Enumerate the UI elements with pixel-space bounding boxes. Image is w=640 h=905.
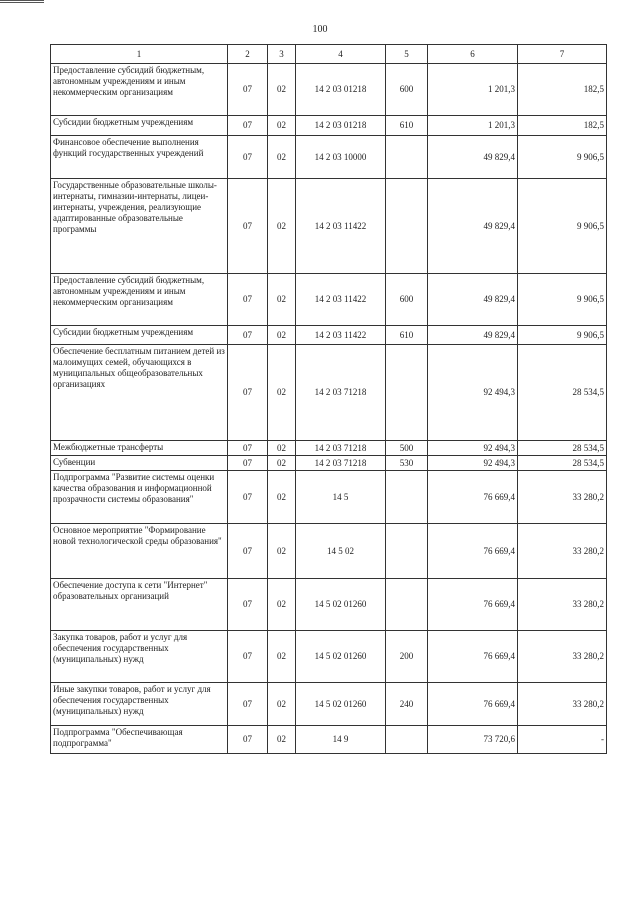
table-row	[51, 345, 607, 441]
column-header: 5	[386, 45, 428, 64]
row-subsection-cell: 02	[268, 726, 296, 754]
row-amount-1-cell: 76 669,4	[428, 524, 518, 579]
row-amount-1-cell: 73 720,6	[428, 726, 518, 754]
row-expense-type-cell: 610	[386, 326, 428, 345]
row-name-cell: Государственные образовательные школы-интернаты, гимназии-интернаты, лицеи-интернаты, учреждения, реализующие адаптированные образовательные программы	[51, 179, 228, 274]
row-amount-2-cell: 182,5	[518, 116, 607, 136]
row-subsection-cell: 02	[268, 326, 296, 345]
row-name-cell: Предоставление субсидий бюджетным, автономным учреждениям и иным некоммерческим организациям	[51, 274, 228, 326]
row-name-cell: Иные закупки товаров, работ и услуг для обеспечения государственных (муниципальных) нужд	[51, 683, 228, 726]
row-target-code-cell: 14 9	[296, 726, 386, 754]
row-section-cell: 07	[228, 524, 268, 579]
row-section-cell: 07	[228, 726, 268, 754]
table-row	[51, 441, 607, 456]
row-expense-type-cell: 600	[386, 274, 428, 326]
budget-table	[50, 44, 607, 754]
row-amount-1-cell: 92 494,3	[428, 456, 518, 471]
row-amount-1-cell: 92 494,3	[428, 441, 518, 456]
row-amount-2-cell: 28 534,5	[518, 456, 607, 471]
row-section-cell: 07	[228, 345, 268, 441]
row-section-cell: 07	[228, 471, 268, 524]
row-subsection-cell: 02	[268, 471, 296, 524]
column-header: 6	[428, 45, 518, 64]
table-row	[51, 471, 607, 524]
row-expense-type-cell: 610	[386, 116, 428, 136]
row-subsection-cell: 02	[268, 274, 296, 326]
row-name-cell: Подпрограмма "Обеспечивающая подпрограмма"	[51, 726, 228, 754]
row-amount-2-cell: 33 280,2	[518, 683, 607, 726]
row-target-code-cell: 14 2 03 10000	[296, 136, 386, 179]
row-subsection-cell: 02	[268, 579, 296, 631]
row-target-code-cell: 14 5 02 01260	[296, 683, 386, 726]
table-row	[51, 326, 607, 345]
row-section-cell: 07	[228, 116, 268, 136]
row-name-cell: Межбюджетные трансферты	[51, 441, 228, 456]
row-subsection-cell: 02	[268, 456, 296, 471]
row-amount-2-cell: 9 906,5	[518, 274, 607, 326]
row-expense-type-cell	[386, 345, 428, 441]
table-row	[51, 524, 607, 579]
row-name-cell: Предоставление субсидий бюджетным, автономным учреждениям и иным некоммерческим организациям	[51, 64, 228, 116]
row-expense-type-cell: 500	[386, 441, 428, 456]
row-amount-1-cell: 92 494,3	[428, 345, 518, 441]
row-expense-type-cell: 200	[386, 631, 428, 683]
row-subsection-cell: 02	[268, 136, 296, 179]
row-target-code-cell: 14 2 03 11422	[296, 274, 386, 326]
row-amount-1-cell: 76 669,4	[428, 683, 518, 726]
row-amount-1-cell: 49 829,4	[428, 274, 518, 326]
table-row	[51, 456, 607, 471]
table-row	[51, 179, 607, 274]
row-name-cell: Субсидии бюджетным учреждениям	[51, 116, 228, 136]
table-row	[51, 274, 607, 326]
row-amount-2-cell: 9 906,5	[518, 136, 607, 179]
row-subsection-cell: 02	[268, 64, 296, 116]
row-amount-1-cell: 76 669,4	[428, 631, 518, 683]
row-subsection-cell: 02	[268, 116, 296, 136]
row-expense-type-cell	[386, 579, 428, 631]
row-section-cell: 07	[228, 136, 268, 179]
row-name-cell: Обеспечение доступа к сети "Интернет" образовательных организаций	[51, 579, 228, 631]
row-section-cell: 07	[228, 441, 268, 456]
row-subsection-cell: 02	[268, 345, 296, 441]
row-subsection-cell: 02	[268, 683, 296, 726]
row-amount-2-cell: 33 280,2	[518, 579, 607, 631]
row-subsection-cell: 02	[268, 179, 296, 274]
table-row	[51, 631, 607, 683]
row-amount-1-cell: 1 201,3	[428, 64, 518, 116]
row-amount-2-cell: -	[518, 726, 607, 754]
row-amount-2-cell: 9 906,5	[518, 326, 607, 345]
row-target-code-cell: 14 2 03 11422	[296, 326, 386, 345]
table-row	[51, 726, 607, 754]
row-target-code-cell: 14 5	[296, 471, 386, 524]
row-target-code-cell: 14 5 02	[296, 524, 386, 579]
row-target-code-cell: 14 2 03 01218	[296, 116, 386, 136]
table-row	[51, 64, 607, 116]
row-section-cell: 07	[228, 64, 268, 116]
page-number: 100	[312, 24, 328, 35]
row-expense-type-cell	[386, 726, 428, 754]
row-section-cell: 07	[228, 179, 268, 274]
row-section-cell: 07	[228, 631, 268, 683]
row-expense-type-cell	[386, 524, 428, 579]
row-amount-1-cell: 49 829,4	[428, 179, 518, 274]
row-name-cell: Субвенции	[51, 456, 228, 471]
row-section-cell: 07	[228, 579, 268, 631]
table-row	[51, 579, 607, 631]
row-expense-type-cell: 240	[386, 683, 428, 726]
row-amount-2-cell: 33 280,2	[518, 471, 607, 524]
row-amount-1-cell: 1 201,3	[428, 116, 518, 136]
row-amount-2-cell: 33 280,2	[518, 631, 607, 683]
row-name-cell: Финансовое обеспечение выполнения функций государственных учреждений	[51, 136, 228, 179]
row-expense-type-cell	[386, 471, 428, 524]
column-header: 1	[51, 45, 228, 64]
header-row	[51, 45, 607, 64]
column-header: 3	[268, 45, 296, 64]
row-subsection-cell: 02	[268, 524, 296, 579]
row-name-cell: Подпрограмма "Развитие системы оценки качества образования и информационной прозрачности системы образования"	[51, 471, 228, 524]
row-amount-2-cell: 182,5	[518, 64, 607, 116]
column-header: 2	[228, 45, 268, 64]
row-section-cell: 07	[228, 326, 268, 345]
row-target-code-cell: 14 2 03 01218	[296, 64, 386, 116]
row-name-cell: Основное мероприятие "Формирование новой технологической среды образования"	[51, 524, 228, 579]
table-row	[51, 136, 607, 179]
row-amount-2-cell: 33 280,2	[518, 524, 607, 579]
row-amount-2-cell: 9 906,5	[518, 179, 607, 274]
row-name-cell: Обеспечение бесплатным питанием детей из малоимущих семей, обучающихся в муниципальных общеобразовательных организациях	[51, 345, 228, 441]
row-target-code-cell: 14 2 03 71218	[296, 441, 386, 456]
row-name-cell: Субсидии бюджетным учреждениям	[51, 326, 228, 345]
row-amount-1-cell: 49 829,4	[428, 326, 518, 345]
row-subsection-cell: 02	[268, 441, 296, 456]
row-expense-type-cell: 600	[386, 64, 428, 116]
row-amount-1-cell: 76 669,4	[428, 471, 518, 524]
row-target-code-cell: 14 2 03 11422	[296, 179, 386, 274]
table-row	[51, 683, 607, 726]
row-expense-type-cell	[386, 179, 428, 274]
row-section-cell: 07	[228, 456, 268, 471]
row-subsection-cell: 02	[268, 631, 296, 683]
row-target-code-cell: 14 2 03 71218	[296, 345, 386, 441]
table-row	[51, 116, 607, 136]
row-amount-2-cell: 28 534,5	[518, 345, 607, 441]
column-header: 4	[296, 45, 386, 64]
row-target-code-cell: 14 2 03 71218	[296, 456, 386, 471]
row-expense-type-cell	[386, 136, 428, 179]
row-amount-2-cell: 28 534,5	[518, 441, 607, 456]
row-expense-type-cell: 530	[386, 456, 428, 471]
corner-mark	[0, 0, 44, 3]
row-amount-1-cell: 49 829,4	[428, 136, 518, 179]
row-amount-1-cell: 76 669,4	[428, 579, 518, 631]
row-section-cell: 07	[228, 683, 268, 726]
row-target-code-cell: 14 5 02 01260	[296, 579, 386, 631]
column-header: 7	[518, 45, 607, 64]
row-section-cell: 07	[228, 274, 268, 326]
row-target-code-cell: 14 5 02 01260	[296, 631, 386, 683]
row-name-cell: Закупка товаров, работ и услуг для обеспечения государственных (муниципальных) нужд	[51, 631, 228, 683]
